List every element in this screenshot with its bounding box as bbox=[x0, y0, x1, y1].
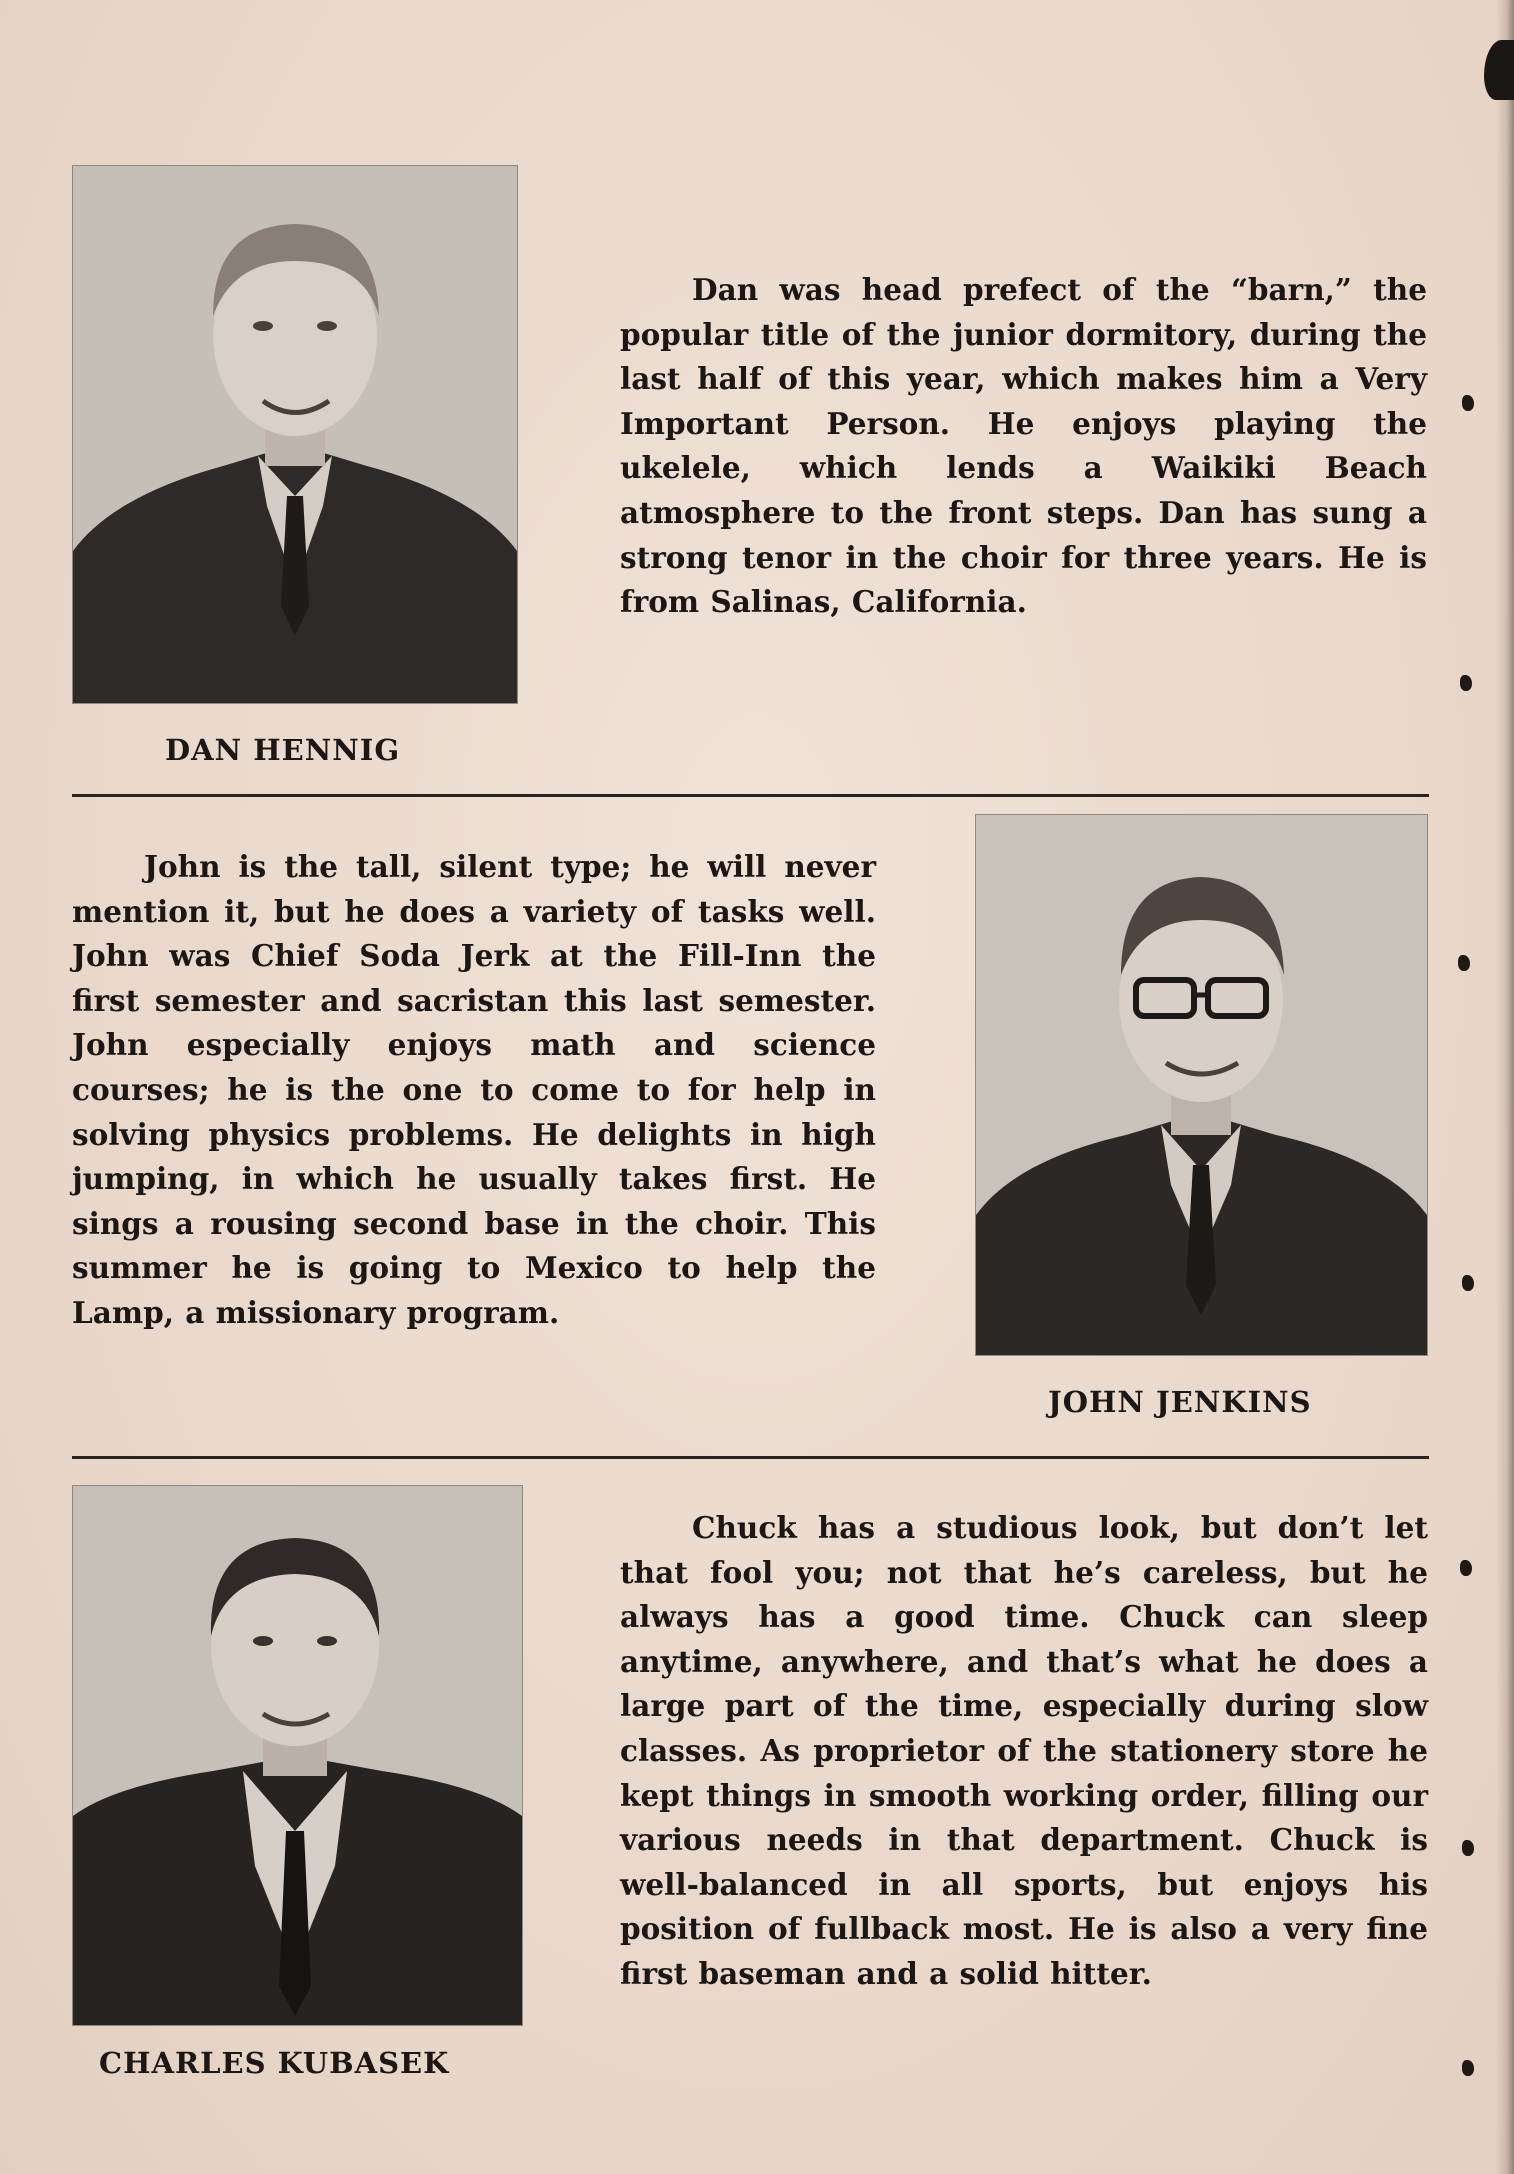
staple-mark bbox=[1462, 1840, 1474, 1856]
staple-mark bbox=[1458, 955, 1470, 971]
staple-mark bbox=[1460, 675, 1472, 691]
staple-mark bbox=[1460, 1560, 1472, 1576]
name-caption-charles-kubasek: CHARLES KUBASEK bbox=[99, 2046, 450, 2080]
bio-text-charles-kubasek: Chuck has a studious look, but don’t let that fool you; not that he’s careless, but he always has a good time. Chuck can sleep anytime, anywhere, and that’s what he does a large part of the time, especially during slow classes. As proprietor of the stationery store he kept things in smooth working order, filling our various needs in that department. Chuck is well-balanced in all sports, but enjoys his position of fullback most. He is also a very fine first baseman and a solid hitter. bbox=[620, 1510, 1428, 1991]
portrait-silhouette-icon bbox=[976, 815, 1427, 1355]
portrait-silhouette-icon bbox=[73, 1486, 522, 2025]
staple-mark bbox=[1462, 395, 1474, 411]
section-divider bbox=[72, 794, 1429, 797]
name-caption-john-jenkins: JOHN JENKINS bbox=[1048, 1385, 1312, 1419]
portrait-photo-dan-hennig bbox=[72, 165, 518, 704]
name-caption-dan-hennig: DAN HENNIG bbox=[165, 733, 401, 767]
portrait-photo-charles-kubasek bbox=[72, 1485, 523, 2026]
section-divider bbox=[72, 1456, 1429, 1459]
portrait-photo-john-jenkins bbox=[975, 814, 1428, 1356]
page-binding-edge bbox=[1496, 0, 1514, 2174]
binding-tab bbox=[1484, 40, 1514, 100]
portrait-silhouette-icon bbox=[73, 166, 517, 703]
staple-mark bbox=[1462, 2060, 1474, 2076]
staple-mark bbox=[1462, 1275, 1474, 1291]
bio-text-dan-hennig: Dan was head prefect of the “barn,” the popular title of the junior dormitory, during the last half of this year, which makes him a Very Important Person. He enjoys playing the ukelele, which lends a Waikiki Beach atmosphere to the front steps. Dan has sung a strong tenor in the choir for three years. He is from Salinas, California. bbox=[620, 272, 1427, 620]
bio-text-john-jenkins: John is the tall, silent type; he will never mention it, but he does a variety of tasks well. John was Chief Soda Jerk at the Fill-Inn the first semester and sacristan this last semester. John especially enjoys math and science courses; he is the one to come to for help in solving physics problems. He delights in high jumping, in which he usually takes first. He sings a rousing second base in the choir. This summer he is going to Mexico to help the Lamp, a missionary program. bbox=[72, 849, 876, 1330]
